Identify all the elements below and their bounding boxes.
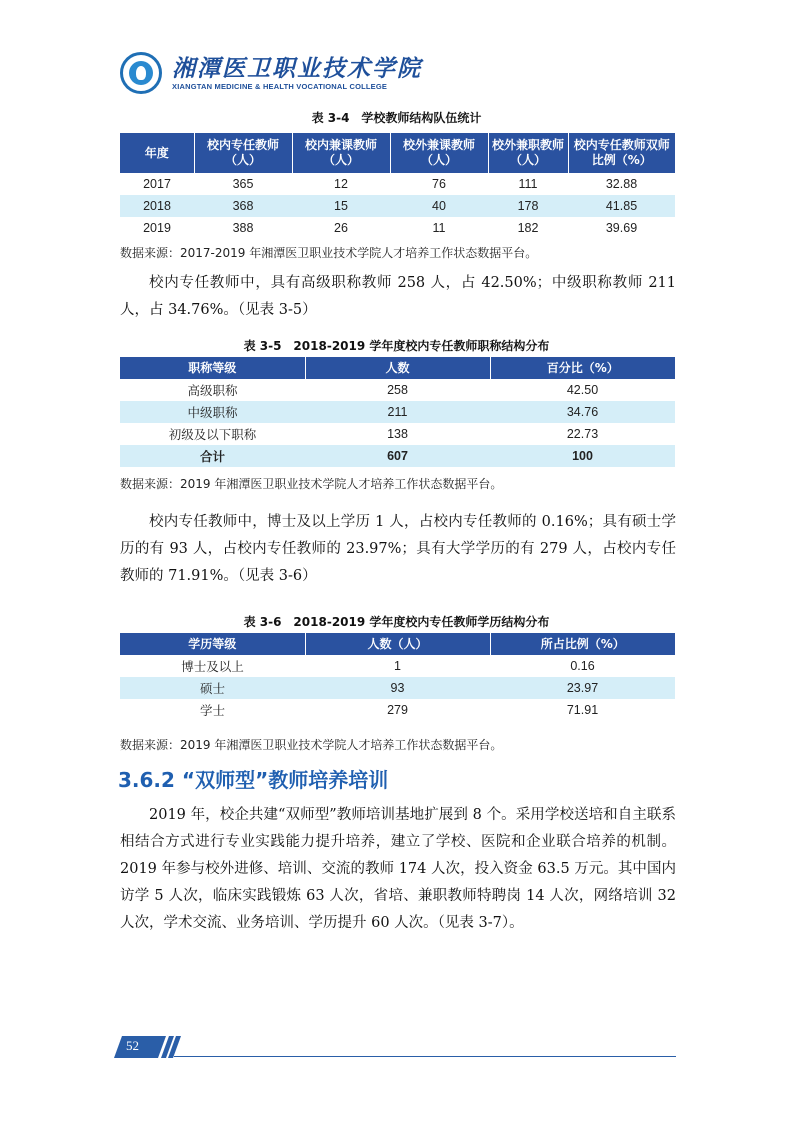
table-cell: 182 <box>517 221 539 235</box>
table-cell: 111 <box>518 177 538 191</box>
table-row <box>120 173 675 195</box>
paragraph-3 <box>120 802 676 937</box>
table36-header: 所占比例（%） <box>490 633 675 655</box>
table-row <box>120 195 675 217</box>
table34-header: 校外兼课教师（人） <box>390 133 488 173</box>
table36-source: 数据来源：2019 年湘潭医卫职业技术学院人才培养工作状态数据平台。 <box>120 738 503 752</box>
table-cell: 607 <box>305 445 490 467</box>
table34-header: 校外兼职教师（人） <box>488 133 568 173</box>
table-row <box>120 423 675 445</box>
table35-header-row <box>120 357 675 379</box>
table-cell: 15 <box>292 195 390 217</box>
table-cell: 76 <box>432 177 446 191</box>
table-cell: 2018 <box>120 195 194 217</box>
table34-header: 校内专任教师（人） <box>194 133 292 173</box>
table-cell: 93 <box>305 677 490 699</box>
table36 <box>120 633 675 721</box>
table-cell: 初级及以下职称 <box>168 428 257 442</box>
table-row <box>120 677 675 699</box>
page-header <box>120 48 422 98</box>
section-title: “双师型”教师培养培训 <box>181 768 389 792</box>
table-cell: 34.76 <box>490 401 675 423</box>
table34-header: 年度 <box>120 133 194 173</box>
table35-source: 数据来源：2019 年湘潭医卫职业技术学院人才培养工作状态数据平台。 <box>120 477 503 491</box>
section-number: 3.6.2 <box>118 768 175 792</box>
table-cell: 365 <box>232 177 254 191</box>
table-row <box>120 379 675 401</box>
table-cell: 2017 <box>143 177 171 191</box>
table-cell: 178 <box>488 195 568 217</box>
paragraph-text: 校内专任教师中，具有高级职称教师 258 人，占 42.50%；中级职称教师 211 人，占 34.76%。（见表 3-5） <box>120 275 676 318</box>
table-row <box>120 699 675 721</box>
paragraph-text: 校内专任教师中，博士及以上学历 1 人，占校内专任教师的 0.16%；具有硕士学历的有 93 人，占校内专任教师的 23.97%；具有大学学历的有 279 人，占校内专任教师的 71.91%。（见表 3-6） <box>120 514 676 584</box>
table-cell: 42.50 <box>566 383 599 397</box>
table36-header-row <box>120 633 675 655</box>
table34 <box>120 133 675 239</box>
table36-header: 学历等级 <box>120 633 305 655</box>
table-cell: 32.88 <box>605 177 638 191</box>
table-cell: 41.85 <box>568 195 675 217</box>
table35 <box>120 357 675 467</box>
paragraph-text: 2019 年，校企共建“双师型”教师培训基地扩展到 8 个。采用学校送培和自主联系相结合方式进行专业实践能力提升培养，建立了学校、医院和企业联合培养的机制。2019 年参与校外进修、培训、交流的教师 174 人次，投入资金 63.5 万元。其中国内访学 5 人次，临床实践锻炼 63 人次，省培、兼职教师特聘岗 14 人次，网络培训 32 人次，学术交流、业务培训、学历提升 60 人次。（见表 3-7）。 <box>120 807 676 931</box>
footer-line <box>174 1056 676 1057</box>
table-cell: 2019 <box>143 221 171 235</box>
table-row <box>120 401 675 423</box>
school-emblem-icon <box>120 52 162 94</box>
table34-header: 校内兼课教师（人） <box>292 133 390 173</box>
table-cell: 211 <box>305 401 490 423</box>
table-cell: 100 <box>490 445 675 467</box>
table-cell: 11 <box>432 221 446 235</box>
table-cell: 1 <box>394 659 401 673</box>
table-cell: 40 <box>390 195 488 217</box>
table-cell: 学士 <box>199 704 225 718</box>
table34-header-row <box>120 133 675 173</box>
paragraph-1 <box>120 270 676 324</box>
table-cell: 硕士 <box>120 677 305 699</box>
table-cell: 39.69 <box>605 221 638 235</box>
table-cell: 中级职称 <box>120 401 305 423</box>
table-row <box>120 655 675 677</box>
table-cell: 12 <box>334 177 348 191</box>
table34-caption: 表 3-4 学校教师结构队伍统计 <box>311 111 482 125</box>
table-cell: 0.16 <box>570 659 595 673</box>
table-cell: 279 <box>387 703 408 717</box>
school-name-cn: 湘潭医卫职业技术学院 <box>172 55 422 82</box>
table-cell: 138 <box>387 427 408 441</box>
table34-source: 数据来源：2017-2019 年湘潭医卫职业技术学院人才培养工作状态数据平台。 <box>120 246 538 260</box>
table-cell: 71.91 <box>566 703 599 717</box>
table-cell: 258 <box>387 383 408 397</box>
table-cell: 388 <box>232 221 254 235</box>
table-cell: 26 <box>334 221 348 235</box>
page-footer <box>118 1036 676 1058</box>
table-cell: 高级职称 <box>187 384 238 398</box>
table-row <box>120 217 675 239</box>
table36-header: 人数（人） <box>305 633 490 655</box>
table35-header: 百分比（%） <box>490 357 675 379</box>
table-cell: 博士及以上 <box>181 660 244 674</box>
table34-header: 校内专任教师双师比例（%） <box>568 133 675 173</box>
table35-caption: 表 3-5 2018-2019 学年度校内专任教师职称结构分布 <box>243 339 550 353</box>
table36-caption: 表 3-6 2018-2019 学年度校内专任教师学历结构分布 <box>243 615 550 629</box>
paragraph-2 <box>120 509 676 590</box>
table-cell: 22.73 <box>566 427 599 441</box>
page-number-badge <box>114 1036 166 1058</box>
table-cell: 23.97 <box>490 677 675 699</box>
section-heading <box>118 764 388 793</box>
table-cell: 合计 <box>120 445 305 467</box>
table35-header: 人数 <box>305 357 490 379</box>
school-name-block <box>172 56 422 91</box>
table-cell: 368 <box>194 195 292 217</box>
table-total-row <box>120 445 675 467</box>
page-number: 52 <box>126 1038 139 1053</box>
school-name-en: XIANGTAN MEDICINE & HEALTH VOCATIONAL COLLEGE <box>172 81 388 91</box>
table35-header: 职称等级 <box>120 357 305 379</box>
